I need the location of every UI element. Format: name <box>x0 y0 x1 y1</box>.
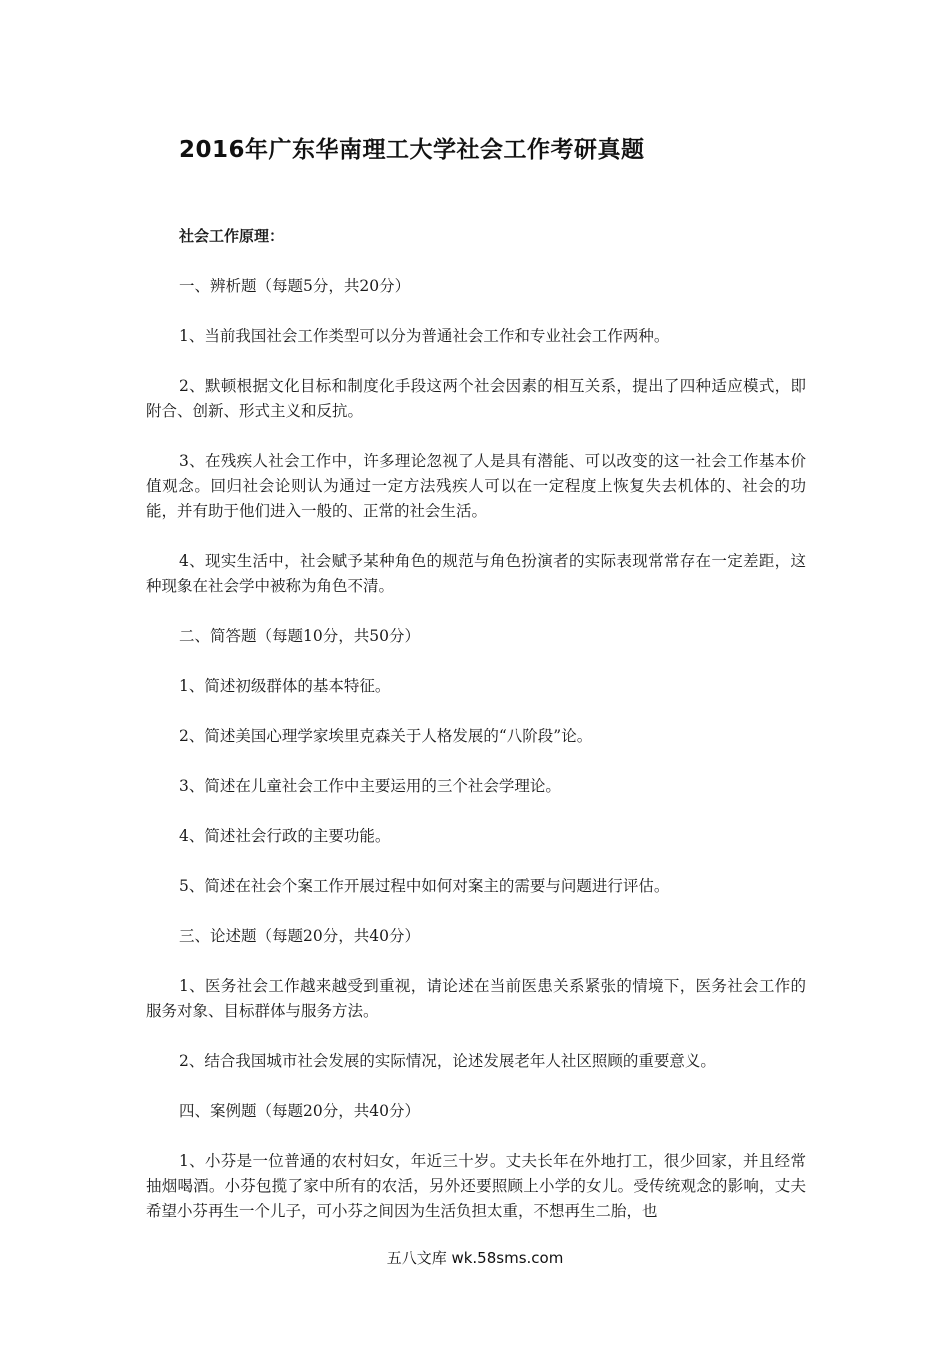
question-item: 1、简述初级群体的基本特征。 <box>179 677 391 695</box>
question-item: 4、简述社会行政的主要功能。 <box>179 827 391 845</box>
section-heading: 三、论述题（每题20分，共40分） <box>179 927 420 945</box>
question-item: 1、小芬是一位普通的农村妇女，年近三十岁。丈夫长年在外地打工，很少回家，并且经常抽烟喝酒。小芬包揽了家中所有的农活，另外还要照顾上小学的女儿。受传统观念的影响，丈夫希望小芬再生一个儿子，可小芬之间因为生活负担太重，不想再生二胎，也 <box>146 1152 806 1220</box>
section-heading: 一、辨析题（每题5分，共20分） <box>179 277 411 295</box>
question-item: 2、结合我国城市社会发展的实际情况，论述发展老年人社区照顾的重要意义。 <box>179 1052 716 1070</box>
document-body <box>146 224 806 1249</box>
question-item: 2、简述美国心理学家埃里克森关于人格发展的“八阶段”论。 <box>179 727 593 745</box>
question-item: 4、现实生活中，社会赋予某种角色的规范与角色扮演者的实际表现常常存在一定差距，这种现象在社会学中被称为角色不清。 <box>146 552 806 595</box>
question-item: 3、简述在儿童社会工作中主要运用的三个社会学理论。 <box>179 777 561 795</box>
section-heading: 四、案例题（每题20分，共40分） <box>179 1102 420 1120</box>
section-heading: 二、简答题（每题10分，共50分） <box>179 627 420 645</box>
question-item: 1、当前我国社会工作类型可以分为普通社会工作和专业社会工作两种。 <box>179 327 670 345</box>
question-item: 2、默顿根据文化目标和制度化手段这两个社会因素的相互关系，提出了四种适应模式，即附合、创新、形式主义和反抗。 <box>146 377 806 420</box>
section-subhead: 社会工作原理： <box>179 227 285 245</box>
document-title: 2016年广东华南理工大学社会工作考研真题 <box>179 137 645 163</box>
page-footer: 五八文库 wk.58sms.com <box>386 1249 564 1267</box>
question-item: 3、在残疾人社会工作中，许多理论忽视了人是具有潜能、可以改变的这一社会工作基本价值观念。回归社会论则认为通过一定方法残疾人可以在一定程度上恢复失去机体的、社会的功能，并有助于他们进入一般的、正常的社会生活。 <box>146 452 806 520</box>
question-item: 5、简述在社会个案工作开展过程中如何对案主的需要与问题进行评估。 <box>179 877 670 895</box>
question-item: 1、医务社会工作越来越受到重视，请论述在当前医患关系紧张的情境下，医务社会工作的服务对象、目标群体与服务方法。 <box>146 977 806 1020</box>
